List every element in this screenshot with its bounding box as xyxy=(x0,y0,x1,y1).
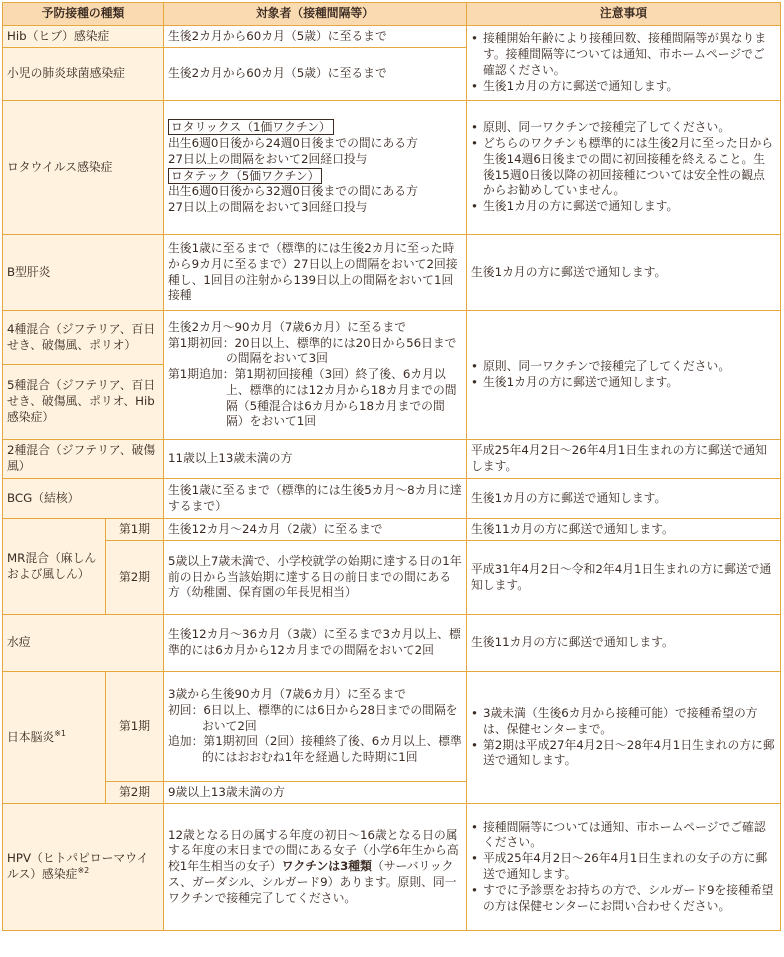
row-dpt4 xyxy=(3,311,781,365)
je-booster: 追加：第1期初回（2回）接種終了後、6カ月以上、標準的にはおおむね1年を経過した時期に1回 xyxy=(168,734,462,765)
hepb-target: 生後1歳に至るまで（標準的には生後2カ月に至った時から9カ月に至るまで）27日以上の間隔をおいて2回接種し、1回目の注射から139日以上の間隔をおいて1回接種 xyxy=(164,235,467,311)
je-period2-label: 第2期 xyxy=(106,782,164,804)
row-hib xyxy=(3,26,781,48)
row-hpv xyxy=(3,804,781,931)
dt2-note: 平成25年4月2日～26年4月1日生まれの方に郵送で通知します。 xyxy=(467,440,781,479)
je-name-text: 日本脳炎 xyxy=(7,729,55,744)
dt2-target: 11歳以上13歳未満の方 xyxy=(164,440,467,479)
dpt-age-range: 生後2カ月～90カ月（7歳6カ月）に至るまで xyxy=(168,319,407,334)
row-je-period1 xyxy=(3,672,781,782)
je-footnote-mark: ※1 xyxy=(54,728,66,738)
hpv-target xyxy=(164,804,467,931)
je-name xyxy=(3,672,106,804)
je-initial: 初回：6日以上、標準的には6日から28日までの間隔をおいて2回 xyxy=(168,702,458,733)
hepb-name: B型肝炎 xyxy=(3,235,164,311)
header-notes: 注意事項 xyxy=(467,3,781,26)
note-item: • 生後1カ月の方に郵送で通知します。 xyxy=(471,79,776,95)
pneumo-target: 生後2カ月から60カ月（5歳）に至るまで xyxy=(164,48,467,101)
rota-target xyxy=(164,101,467,235)
hib-target: 生後2カ月から60カ月（5歳）に至るまで xyxy=(164,26,467,48)
note-item: • 平成25年4月2日～26年4月1日生まれの女子の方に郵送で通知します。 xyxy=(471,851,776,883)
row-mr-period1 xyxy=(3,519,781,541)
rotarix-label: ロタリックス（1価ワクチン） xyxy=(168,119,334,135)
mr-period2-target: 5歳以上7歳未満で、小学校就学の始期に達する日の1年前の日から当該始期に達する日の前日までの間にある方（幼稚園、保育園の年長児相当） xyxy=(164,541,467,615)
hpv-footnote-mark: ※2 xyxy=(77,866,90,876)
je-period2-target: 9歳以上13歳未満の方 xyxy=(164,782,467,804)
vaccination-table xyxy=(2,2,781,931)
je-period1-label: 第1期 xyxy=(106,672,164,782)
rota-notes xyxy=(467,101,781,235)
hepb-note: 生後1カ月の方に郵送で通知します。 xyxy=(467,235,781,311)
dt2-name: 2種混合（ジフテリア、破傷風） xyxy=(3,440,164,479)
header-target: 対象者（接種間隔等） xyxy=(164,3,467,26)
vaccination-table-wrapper xyxy=(2,2,781,931)
rotateq-line1: 出生6週0日後から32週0日後までの間にある方 xyxy=(168,184,418,199)
je-age-range: 3歳から生後90カ月（7歳6カ月）に至るまで xyxy=(168,687,407,701)
note-item: • どちらのワクチンも標準的には生後2月に至った日から生後14週6日後までの間に初回接種を終えること。生後15週0日後以降の初回接種については安全性の観点からお勧めしていません。 xyxy=(471,136,776,199)
hpv-name xyxy=(3,804,164,931)
note-item: • 接種間隔等については通知、市ホームページでご確認ください。 xyxy=(471,820,776,852)
varicella-note: 生後11カ月の方に郵送で通知します。 xyxy=(467,615,781,672)
note-item: • すでに予診票をお持ちの方で、シルガード9を接種希望の方は保健センターにお問い合わせください。 xyxy=(471,883,776,915)
row-varicella xyxy=(3,615,781,672)
note-item: • 3歳未満（生後6カ月から接種可能）で接種希望の方は、保健センターまで。 xyxy=(471,706,776,738)
varicella-name: 水痘 xyxy=(3,615,164,672)
mr-period2-label: 第2期 xyxy=(106,541,164,615)
note-item: • 第2期は平成27年4月2日～28年4月1日生まれの方に郵送で通知します。 xyxy=(471,738,776,770)
hpv-target-bold: ワクチンは3種類 xyxy=(281,859,372,874)
dpt-target xyxy=(164,311,467,440)
dpt-booster: 第1期追加：第1期初回接種（3回）終了後、6カ月以上、標準的には12カ月から18カ月までの間隔（5種混合は6カ月から18カ月までの間隔）をおいて1回 xyxy=(168,367,457,429)
row-bcg xyxy=(3,479,781,519)
varicella-target: 生後12カ月～36カ月（3歳）に至るまで3カ月以上、標準的には6カ月から12カ月までの間隔をおいて2回 xyxy=(164,615,467,672)
note-item: • 生後1カ月の方に郵送で通知します。 xyxy=(471,375,776,391)
mr-period1-label: 第1期 xyxy=(106,519,164,541)
bcg-target: 生後1歳に至るまで（標準的には生後5カ月～8カ月に達するまで） xyxy=(164,479,467,519)
hpv-notes xyxy=(467,804,781,931)
pneumo-name: 小児の肺炎球菌感染症 xyxy=(3,48,164,101)
rota-name: ロタウイルス感染症 xyxy=(3,101,164,235)
mr-period1-target: 生後12カ月～24カ月（2歳）に至るまで xyxy=(164,519,467,541)
dpt-initial: 第1期初回：20日以上、標準的には20日から56日までの間隔をおいて3回 xyxy=(168,335,457,366)
hib-name: Hib（ヒブ）感染症 xyxy=(3,26,164,48)
dpt-notes xyxy=(467,311,781,440)
je-period1-target xyxy=(164,672,467,782)
mr-period2-note: 平成31年4月2日～令和2年4月1日生まれの方に郵送で通知します。 xyxy=(467,541,781,615)
row-dt2 xyxy=(3,440,781,479)
row-hepb xyxy=(3,235,781,311)
rotarix-line2: 27日以上の間隔をおいて2回経口投与 xyxy=(168,151,368,166)
hpv-target-a: 12歳となる日の属する年度の初日～16歳となる日の属する年度の末日までの間にある女子（小学6年生から高校1年生相当の女子） xyxy=(168,827,459,874)
row-mr-period2 xyxy=(3,541,781,615)
rotarix-line1: 出生6週0日後から24週0日後までの間にある方 xyxy=(168,135,418,150)
header-vaccine-type: 予防接種の種類 xyxy=(3,3,164,26)
table-header-row xyxy=(3,3,781,26)
bcg-name: BCG（結核） xyxy=(3,479,164,519)
hpv-target-b: （サーバリックス、ガーダシル、シルガード9）あります。原則、同一ワクチンで接種完了してください。 xyxy=(168,859,457,905)
note-item: • 生後1カ月の方に郵送で通知します。 xyxy=(471,199,776,215)
rotateq-label: ロタテック（5価ワクチン） xyxy=(168,168,322,184)
note-item: • 接種開始年齢により接種回数、接種間隔等が異なります。接種間隔等については通知、市ホームページでご確認ください。 xyxy=(471,31,776,78)
je-notes xyxy=(467,672,781,804)
note-item: • 原則、同一ワクチンで接種完了してください。 xyxy=(471,120,776,136)
hib-pneumo-notes xyxy=(467,26,781,101)
row-rota xyxy=(3,101,781,235)
mr-name: MR混合（麻しんおよび風しん） xyxy=(3,519,106,615)
dpt5-name: 5種混合（ジフテリア、百日せき、破傷風、ポリオ、Hib感染症） xyxy=(3,365,164,440)
hpv-name-text: HPV（ヒトパピローマウイルス）感染症 xyxy=(7,851,149,881)
note-item: • 原則、同一ワクチンで接種完了してください。 xyxy=(471,359,776,375)
dpt4-name: 4種混合（ジフテリア、百日せき、破傷風、ポリオ） xyxy=(3,311,164,365)
rotateq-line2: 27日以上の間隔をおいて3回経口投与 xyxy=(168,200,368,215)
mr-period1-note: 生後11カ月の方に郵送で通知します。 xyxy=(467,519,781,541)
bcg-note: 生後1カ月の方に郵送で通知します。 xyxy=(467,479,781,519)
